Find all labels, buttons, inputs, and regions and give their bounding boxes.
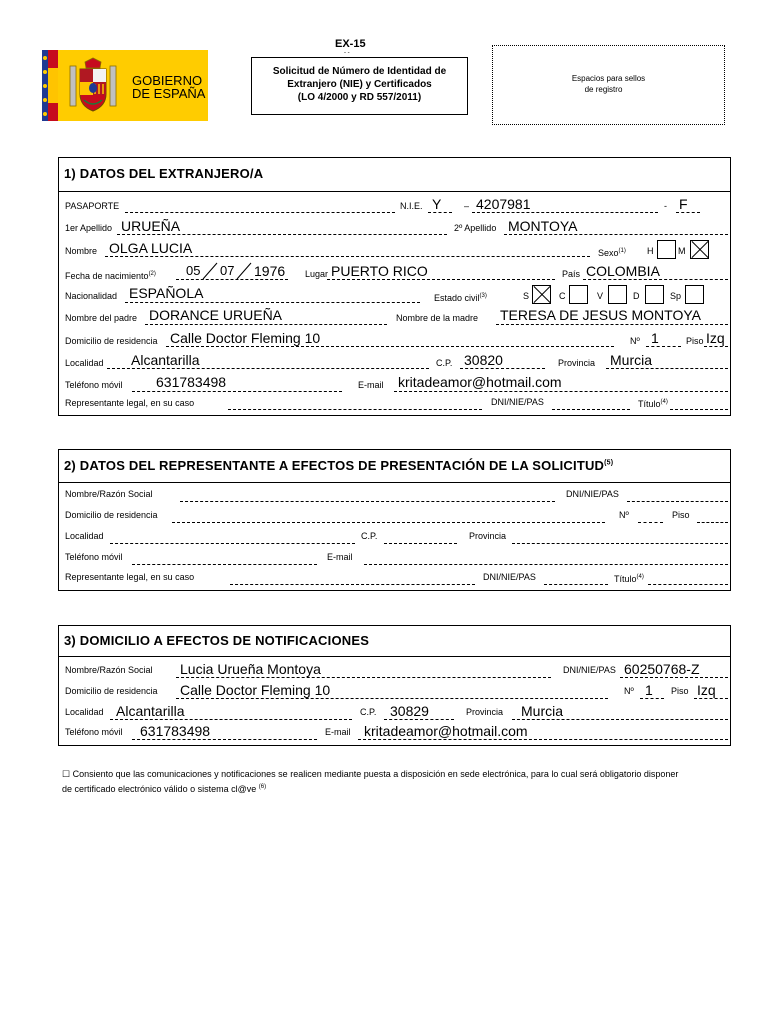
estado-c-label: C	[559, 291, 566, 301]
date-slash-1	[202, 262, 218, 280]
fecha-nacimiento-label: Fecha de nacimiento$^{(2)}$	[65, 271, 156, 281]
form-title-line2: Extranjero (NIE) y Certificados	[287, 79, 432, 90]
nacionalidad-label: Nacionalidad	[65, 291, 118, 301]
s3-domicilio-label: Domicilio de residencia	[65, 686, 158, 696]
sexo-h-label: H	[647, 246, 654, 256]
sexo-h-checkbox[interactable]	[657, 240, 676, 259]
s3-dni-underline	[620, 677, 728, 678]
nombre-label: Nombre	[65, 246, 98, 256]
fecha-anio-field[interactable]: 1976	[254, 263, 286, 279]
s2-domicilio-field[interactable]	[172, 522, 605, 523]
s3-cp-field[interactable]: 30829	[390, 703, 429, 719]
s3-domicilio-field[interactable]: Calle Doctor Fleming 10	[180, 682, 331, 698]
apellido1-label: 1er Apellido	[65, 223, 113, 233]
s2-piso-field[interactable]	[697, 522, 728, 523]
domicilio-field[interactable]: Calle Doctor Fleming 10	[170, 330, 321, 346]
s3-numero-underline	[640, 698, 664, 699]
cp-underline	[460, 368, 545, 369]
nie-separator: –	[464, 201, 470, 211]
fecha-dia-field[interactable]: 05	[186, 263, 201, 278]
titulo-label: Título$^{(4)}$	[638, 399, 668, 409]
nombre-underline	[105, 256, 590, 257]
s2-telefono-field[interactable]	[132, 564, 317, 565]
padre-field[interactable]: DORANCE URUEÑA	[149, 307, 283, 323]
nie-suffix-underline	[676, 212, 700, 213]
nie-number-underline	[472, 212, 658, 213]
s2-localidad-label: Localidad	[65, 531, 104, 541]
nie-letter-field[interactable]: Y	[432, 196, 442, 212]
section2-title-rule	[58, 482, 731, 483]
s3-numero-label: Nº	[624, 686, 634, 696]
s3-piso-underline	[694, 698, 728, 699]
pais-underline	[583, 279, 728, 280]
numero-field[interactable]: 1	[651, 330, 659, 346]
section2-title: 2) DATOS DEL REPRESENTANTE A EFECTOS DE PRESENTACIÓN DE LA SOLICITUD$^{(5)}$	[64, 458, 614, 473]
piso-label: Piso	[686, 336, 704, 346]
s2-representante-field[interactable]	[230, 584, 475, 585]
s2-email-field[interactable]	[364, 564, 728, 565]
coat-of-arms-icon	[64, 56, 122, 116]
domicilio-label: Domicilio de residencia	[65, 336, 158, 346]
domicilio-underline	[166, 346, 614, 347]
nie-letter-underline	[428, 212, 452, 213]
s2-nombre-field[interactable]	[180, 501, 555, 502]
lugar-label: Lugar	[305, 269, 329, 279]
s2-cp-field[interactable]	[384, 543, 457, 544]
s3-numero-field[interactable]: 1	[645, 682, 653, 698]
s2-provincia-field[interactable]	[512, 543, 728, 544]
representante-label: Representante legal, en su caso	[65, 398, 195, 408]
fecha-underline	[176, 279, 288, 280]
estado-sp-label: Sp	[670, 291, 682, 301]
s3-dni-field[interactable]: 60250768-Z	[624, 661, 700, 677]
provincia-label: Provincia	[558, 358, 596, 368]
piso-field[interactable]: Izq	[706, 330, 725, 346]
apellido2-label: 2º Apellido	[454, 223, 497, 233]
s2-dni-label: DNI/NIE/PAS	[566, 489, 619, 499]
s3-email-underline	[358, 739, 728, 740]
s3-telefono-label: Teléfono móvil	[65, 727, 123, 737]
estado-d-checkbox[interactable]	[645, 285, 664, 304]
s3-provincia-underline	[512, 719, 728, 720]
section1-title-rule	[58, 191, 731, 192]
madre-field[interactable]: TERESA DE JESUS MONTOYA	[500, 307, 701, 323]
telefono-underline	[132, 391, 342, 392]
apellido1-field[interactable]: URUEÑA	[121, 218, 181, 234]
pais-label: País	[562, 269, 581, 279]
lugar-field[interactable]: PUERTO RICO	[331, 263, 428, 279]
pasaporte-label: PASAPORTE	[65, 201, 120, 211]
s3-email-field[interactable]: kritadeamor@hotmail.com	[364, 723, 528, 739]
estado-c-checkbox[interactable]	[569, 285, 588, 304]
date-slash-2	[236, 262, 252, 280]
sexo-label: Sexo$^{(1)}$	[598, 248, 626, 258]
email-label: E-mail	[358, 380, 384, 390]
section3-title-rule	[58, 656, 731, 657]
padre-label: Nombre del padre	[65, 313, 138, 323]
piso-underline	[704, 346, 728, 347]
s2-dni2-field[interactable]	[544, 584, 608, 585]
localidad-underline	[107, 368, 429, 369]
localidad-label: Localidad	[65, 358, 104, 368]
stamp-text-line1: Espacios para sellos	[571, 74, 646, 83]
s3-cp-label: C.P.	[360, 707, 377, 717]
form-title-line1: Solicitud de Número de Identidad de	[272, 66, 447, 77]
provincia-underline	[606, 368, 728, 369]
provincia-field[interactable]: Murcia	[610, 352, 653, 368]
s2-numero-label: Nº	[619, 510, 629, 520]
s3-dni-label: DNI/NIE/PAS	[563, 665, 616, 675]
sexo-m-checkbox[interactable]	[690, 240, 709, 259]
pais-field[interactable]: COLOMBIA	[586, 263, 660, 279]
padre-underline	[145, 324, 387, 325]
cp-label: C.P.	[436, 358, 453, 368]
nacionalidad-underline	[125, 302, 420, 303]
nombre-field[interactable]: OLGA LUCIA	[109, 240, 193, 256]
apellido1-underline	[117, 234, 447, 235]
telefono-label: Teléfono móvil	[65, 380, 123, 390]
s2-nombre-label: Nombre/Razón Social	[65, 489, 153, 499]
s2-localidad-field[interactable]	[110, 543, 355, 544]
s2-email-label: E-mail	[327, 552, 353, 562]
s3-nombre-underline	[176, 677, 551, 678]
localidad-field[interactable]: Alcantarilla	[131, 352, 200, 368]
logo-text-line1: GOBIERNO	[132, 73, 203, 88]
nie-label: N.I.E.	[400, 201, 423, 211]
s2-telefono-label: Teléfono móvil	[65, 552, 123, 562]
s3-nombre-field[interactable]: Lucia Urueña Montoya	[180, 661, 321, 677]
dni-field[interactable]	[552, 409, 630, 410]
estado-sp-checkbox[interactable]	[685, 285, 704, 304]
s2-domicilio-label: Domicilio de residencia	[65, 510, 158, 520]
s3-piso-label: Piso	[671, 686, 689, 696]
section3-title: 3) DOMICILIO A EFECTOS DE NOTIFICACIONES	[64, 633, 370, 648]
s3-telefono-underline	[132, 739, 317, 740]
apellido2-field[interactable]: MONTOYA	[508, 218, 578, 234]
s3-provincia-label: Provincia	[466, 707, 504, 717]
numero-label: Nº	[630, 336, 640, 346]
madre-label: Nombre de la madre	[396, 313, 479, 323]
s2-titulo-label: Título$^{(4)}$	[614, 574, 644, 584]
estado-civil-label: Estado civil$^{(3)}$	[434, 293, 487, 303]
s2-representante-label: Representante legal, en su caso	[65, 572, 195, 582]
consent-line1: ☐ Consiento que las comunicaciones y notificaciones se realicen mediante puesta a disposición en sede electrónica, para lo cual será obligatorio disponer	[62, 769, 679, 779]
s3-localidad-underline	[110, 719, 352, 720]
s2-piso-label: Piso	[672, 510, 690, 520]
estado-s-checkbox[interactable]	[532, 285, 551, 304]
s2-dni-field[interactable]	[627, 501, 728, 502]
estado-v-label: V	[597, 291, 604, 301]
nie-separator-2: -	[664, 201, 667, 211]
s2-dni2-label: DNI/NIE/PAS	[483, 572, 536, 582]
s2-cp-label: C.P.	[361, 531, 378, 541]
nie-number-field[interactable]: 4207981	[476, 196, 531, 212]
s2-provincia-label: Provincia	[469, 531, 507, 541]
estado-v-checkbox[interactable]	[608, 285, 627, 304]
s3-email-label: E-mail	[325, 727, 351, 737]
apellido2-underline	[504, 234, 728, 235]
registry-stamp-box	[492, 45, 725, 125]
form-title-box	[251, 57, 468, 115]
lugar-underline	[327, 279, 555, 280]
numero-underline	[646, 346, 681, 347]
form-code: EX-15	[335, 38, 366, 50]
logo-block	[42, 50, 208, 121]
estado-s-label: S	[523, 291, 530, 301]
s2-titulo-field[interactable]	[648, 584, 728, 585]
cp-field[interactable]: 30820	[464, 352, 503, 368]
s3-domicilio-underline	[176, 698, 608, 699]
form-title-line3: (LO 4/2000 y RD 557/2011)	[297, 92, 422, 103]
representante-field[interactable]	[228, 409, 482, 410]
dni-label: DNI/NIE/PAS	[491, 397, 544, 407]
s3-localidad-field[interactable]: Alcantarilla	[116, 703, 185, 719]
email-field[interactable]: kritadeamor@hotmail.com	[398, 374, 562, 390]
madre-underline	[496, 324, 728, 325]
telefono-field[interactable]: 631783498	[156, 374, 227, 390]
stamp-text-line2: de registro	[584, 85, 623, 94]
s3-provincia-field[interactable]: Murcia	[521, 703, 564, 719]
s3-cp-underline	[384, 719, 454, 720]
s3-nombre-label: Nombre/Razón Social	[65, 665, 153, 675]
consent-checkbox-text[interactable]	[62, 768, 730, 796]
s3-piso-field[interactable]: Izq	[697, 682, 716, 698]
s3-telefono-field[interactable]: 631783498	[140, 723, 211, 739]
spain-flag	[48, 50, 58, 121]
fecha-mes-field[interactable]: 07	[220, 263, 235, 278]
section1-title: 1) DATOS DEL EXTRANJERO/A	[64, 166, 264, 181]
s3-localidad-label: Localidad	[65, 707, 104, 717]
estado-d-label: D	[633, 291, 640, 301]
nacionalidad-field[interactable]: ESPAÑOLA	[129, 285, 204, 301]
pasaporte-field[interactable]	[125, 212, 395, 213]
form-code-sub: - -	[344, 50, 350, 56]
nie-suffix-field[interactable]: F	[679, 196, 688, 212]
consent-line2: de certificado electrónico válido o sistema cl@ve $^{(6)}$	[62, 784, 267, 794]
logo-text-line2: DE ESPAÑA	[132, 86, 206, 101]
sexo-m-label: M	[678, 246, 686, 256]
titulo-field[interactable]	[670, 409, 728, 410]
s2-numero-field[interactable]	[638, 522, 663, 523]
email-underline	[394, 391, 728, 392]
